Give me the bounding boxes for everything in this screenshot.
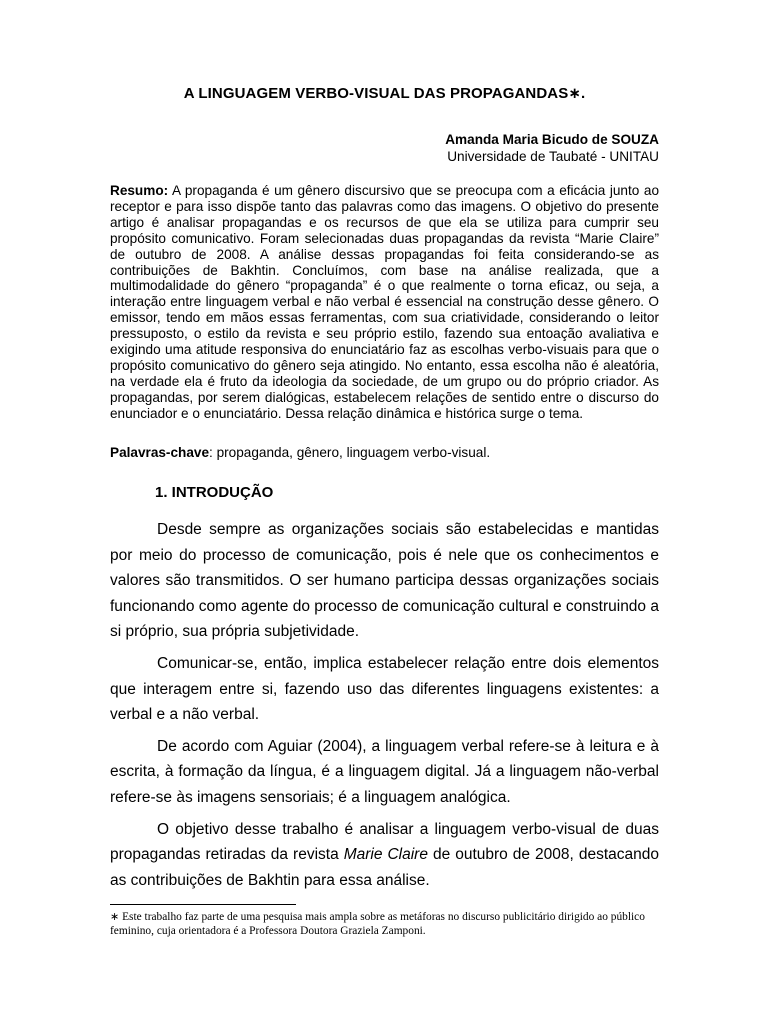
magazine-name: Marie Claire — [343, 846, 428, 864]
paragraph-4 — [110, 817, 659, 894]
author-affiliation: Universidade de Taubaté - UNITAU — [447, 149, 659, 164]
body-text — [110, 517, 659, 899]
footnote-mark: ∗ — [110, 910, 120, 923]
abstract-text: A propaganda é um gênero discursivo que se preocupa com a eficácia junto ao receptor e para isso dispõe tanto das palavras como das imagens. O objetivo do presente artigo é analisar propagandas e os recursos de que ela se utiliza para cumprir seu propósito comunicativo. Foram selecionadas duas propagandas da revista “Marie Claire” de outubro de 2008. A análise dessas propagandas foi feita considerando-se as contribuições de Bakhtin. Concluímos, com base na análise realizada, que a multimodalidade do gênero “propaganda” é o que realmente o torna eficaz, ou seja, a interação entre linguagem verbal e não verbal é essencial na construção desse gênero. O emissor, tendo em mãos essas ferramentas, com sua criatividade, considerando o leitor pressuposto, o estilo da revista e seu próprio estilo, fazendo sua entoação avaliativa e exigindo uma atitude responsiva do enunciatário faz as escolhas verbo-visuais para que o propósito comunicativo do gênero seja atingido. No entanto, essa escolha não é aleatória, na verdade ela é fruto da ideologia da sociedade, de um grupo ou do próprio criador. As propagandas, por serem dialógicas, estabelecem relações de sentido entre o discurso do enunciador e o enunciatário. Dessa relação dinâmica e histórica surge o tema. — [110, 183, 659, 421]
footnote — [110, 910, 659, 938]
paragraph-4-start: O objetivo desse trabalho é analisar a linguagem verbo-visual de duas propagandas retiradas da revista — [110, 820, 659, 864]
footnote-reference-mark: ∗. — [568, 85, 586, 102]
keywords — [110, 445, 659, 461]
footnote-text: Este trabalho faz parte de uma pesquisa mais ampla sobre as metáforas no discurso publicitário dirigido ao público feminino, cuja orientadora é a Professora Doutora Graziela Zamponi. — [110, 911, 645, 937]
author-name: Amanda Maria Bicudo de SOUZA — [445, 132, 659, 147]
paragraph-2: Comunicar-se, então, implica estabelecer relação entre dois elementos que interagem entre si, fazendo uso das diferentes linguagens existentes: a verbal e a não verbal. — [110, 654, 659, 724]
abstract-label: Resumo: — [110, 183, 169, 198]
paper-title — [110, 84, 659, 102]
paragraph-4-end: de outubro de 2008, destacando as contribuições de Bakhtin para essa análise. — [110, 846, 659, 889]
author-block — [445, 131, 659, 165]
footnote-divider — [110, 904, 296, 905]
abstract — [110, 183, 659, 422]
keywords-text: : propaganda, gênero, linguagem verbo-visual. — [209, 445, 491, 460]
paper-title-text: A LINGUAGEM VERBO-VISUAL DAS PROPAGANDAS — [183, 85, 569, 102]
section-heading: 1. INTRODUÇÃO — [155, 484, 274, 501]
keywords-label: Palavras-chave — [110, 445, 210, 460]
paragraph-3: De acordo com Aguiar (2004), a linguagem verbal refere-se à leitura e à escrita, à formação da língua, é a linguagem digital. Já a linguagem não-verbal refere-se às imagens sensoriais; é a linguagem analógica. — [110, 737, 659, 806]
paragraph-1: Desde sempre as organizações sociais são estabelecidas e mantidas por meio do processo de comunicação, pois é nele que os conhecimentos e valores são transmitidos. O ser humano participa dessas organizações sociais funcionando como agente do processo de comunicação cultural e construindo a si próprio, sua própria subjetividade. — [110, 521, 659, 641]
